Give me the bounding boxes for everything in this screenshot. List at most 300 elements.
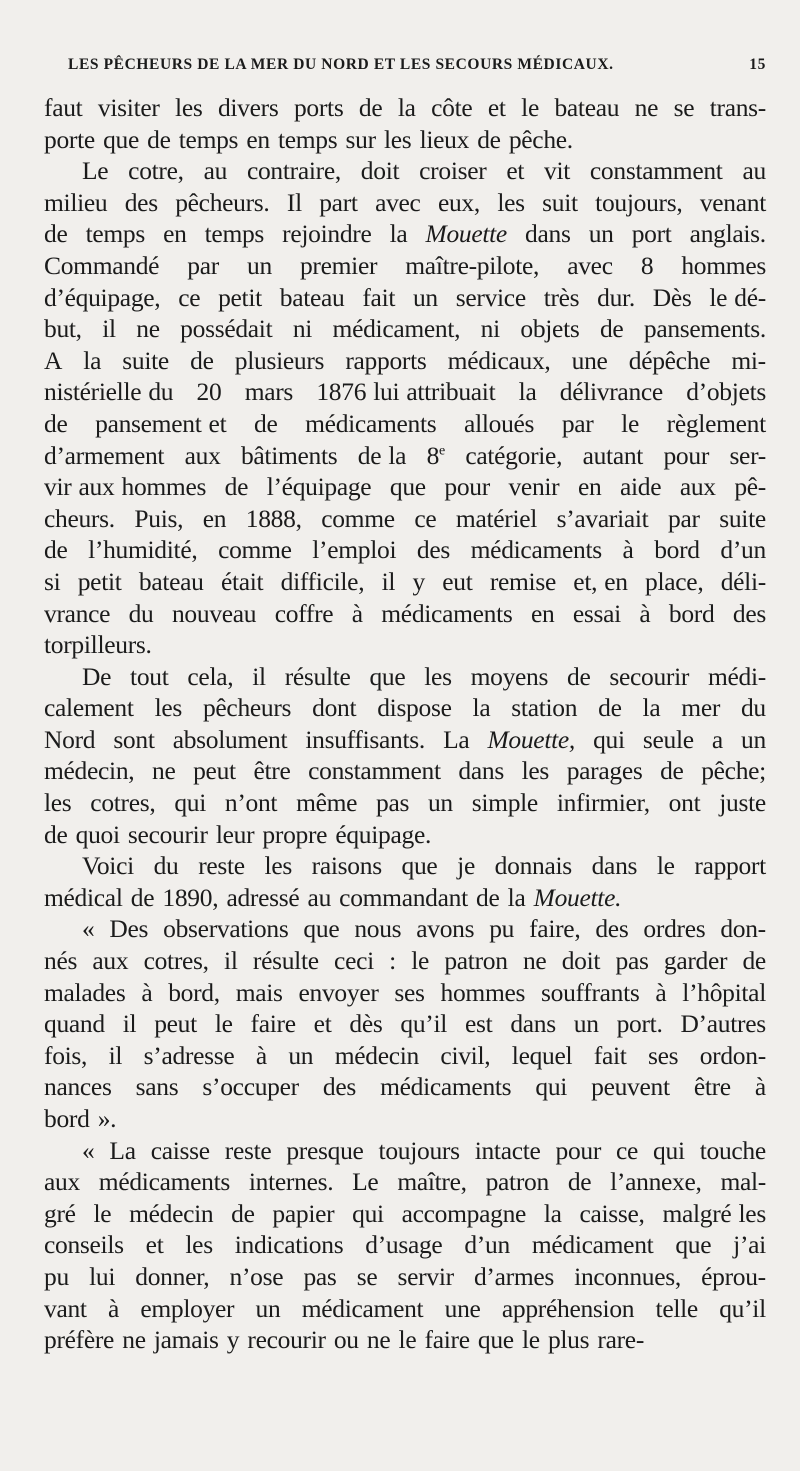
word: doit bbox=[360, 156, 400, 186]
word: du bbox=[740, 693, 766, 723]
word: Mouette bbox=[425, 219, 507, 249]
word: d’armes bbox=[473, 1261, 554, 1291]
word: envoyer bbox=[298, 977, 379, 1007]
word: ordon- bbox=[699, 1040, 766, 1070]
word: s’adresse bbox=[143, 1040, 235, 1070]
word: que bbox=[369, 661, 406, 691]
word: un bbox=[741, 724, 766, 754]
text-line bbox=[44, 345, 766, 377]
word: pu bbox=[44, 1261, 69, 1291]
word: règlement bbox=[666, 408, 766, 438]
word: eut bbox=[442, 566, 473, 596]
word: aide bbox=[619, 472, 662, 502]
word: médecin bbox=[129, 1198, 214, 1228]
word: de bbox=[147, 124, 171, 154]
word: pas bbox=[376, 788, 410, 818]
word: secourir bbox=[127, 819, 208, 849]
word: ce bbox=[414, 503, 437, 533]
word: il bbox=[102, 314, 116, 344]
word: ou bbox=[333, 1325, 359, 1355]
word: pêcheurs. bbox=[175, 187, 270, 217]
word: faire bbox=[250, 1009, 296, 1039]
word: médicaments bbox=[98, 1167, 231, 1197]
word: sont bbox=[113, 724, 155, 754]
word: que bbox=[103, 124, 139, 154]
word: d’armement bbox=[44, 440, 165, 470]
word: des bbox=[732, 598, 766, 628]
word: s’occuper bbox=[202, 1072, 299, 1102]
word: ports bbox=[293, 93, 344, 122]
word: est bbox=[464, 1009, 493, 1039]
word: donner, bbox=[135, 1261, 210, 1291]
word: « bbox=[82, 914, 95, 944]
word: de bbox=[44, 819, 68, 849]
word: petit bbox=[218, 282, 262, 312]
word: la bbox=[642, 693, 661, 723]
word: Mouette, bbox=[487, 724, 575, 754]
word: bateau bbox=[138, 566, 204, 596]
word: mal- bbox=[720, 1167, 766, 1197]
word: pêcheurs bbox=[202, 693, 292, 723]
word: cotres, bbox=[143, 946, 209, 976]
word: et, en bbox=[573, 566, 628, 596]
word: milieu bbox=[44, 187, 108, 217]
word: a bbox=[711, 724, 723, 754]
word: appréhension bbox=[501, 1293, 635, 1323]
word: ne bbox=[634, 93, 659, 122]
word: croiser bbox=[419, 156, 487, 186]
word: Il bbox=[286, 187, 302, 217]
word: cotres, bbox=[90, 788, 156, 818]
text-line bbox=[44, 692, 766, 724]
word: qui bbox=[535, 1072, 568, 1102]
word: du bbox=[128, 598, 154, 628]
text-line bbox=[44, 313, 766, 345]
word: tout bbox=[130, 661, 169, 691]
word: un bbox=[412, 282, 438, 312]
word: Dès bbox=[652, 282, 692, 312]
word: être bbox=[253, 756, 291, 786]
text-line bbox=[44, 1071, 766, 1103]
word: un bbox=[588, 219, 614, 249]
word: Commandé bbox=[44, 250, 160, 280]
word: place, bbox=[645, 566, 704, 596]
word: délivrance bbox=[559, 377, 663, 407]
word: dispose bbox=[377, 693, 452, 723]
word: médecin, bbox=[44, 756, 135, 786]
word: les bbox=[154, 693, 183, 723]
text-line bbox=[44, 566, 766, 598]
text-line bbox=[44, 1198, 766, 1230]
word: médicaments bbox=[305, 408, 437, 438]
word: mi- bbox=[731, 345, 766, 375]
word: coffre bbox=[274, 598, 334, 628]
word: A bbox=[44, 345, 63, 375]
text-line bbox=[44, 661, 766, 693]
word: 1888, bbox=[245, 503, 302, 533]
word: était bbox=[220, 566, 264, 596]
word: d’un bbox=[464, 1230, 510, 1260]
word: à bbox=[754, 1072, 766, 1102]
word: ». bbox=[97, 1104, 117, 1133]
word: avons bbox=[416, 914, 475, 944]
word: la bbox=[397, 93, 416, 122]
word: de bbox=[44, 219, 68, 249]
word: un bbox=[288, 1040, 314, 1070]
word: alloués bbox=[464, 408, 535, 438]
word: un bbox=[255, 1293, 281, 1323]
word: l’hôpital bbox=[682, 977, 766, 1007]
word: au bbox=[742, 156, 766, 186]
word: patron bbox=[444, 946, 508, 976]
word: malgré les bbox=[662, 1198, 766, 1228]
word: des bbox=[124, 187, 158, 217]
word: déli- bbox=[720, 566, 766, 596]
word: en bbox=[163, 219, 187, 249]
word: qui bbox=[352, 1198, 384, 1228]
word: ne bbox=[122, 1325, 146, 1355]
word: vrance bbox=[44, 598, 111, 628]
word: nous bbox=[354, 914, 402, 944]
word: suite bbox=[719, 503, 766, 533]
word: ceci bbox=[334, 946, 374, 976]
word: les bbox=[424, 661, 452, 691]
word: plusieurs bbox=[234, 345, 325, 375]
text-line bbox=[44, 1324, 766, 1356]
word: essai bbox=[572, 598, 621, 628]
word: le bbox=[411, 946, 430, 976]
word: les bbox=[497, 187, 525, 217]
text-line bbox=[44, 1229, 766, 1261]
word: ne bbox=[366, 1325, 391, 1355]
word: d’un bbox=[720, 535, 766, 565]
word: bâtiments bbox=[240, 440, 338, 470]
word: médicaux, bbox=[447, 345, 551, 375]
word: de bbox=[130, 882, 155, 912]
word: sur bbox=[345, 124, 376, 154]
word: difficile, bbox=[280, 566, 365, 596]
word: servir bbox=[397, 1261, 454, 1291]
word: porte bbox=[44, 124, 95, 154]
word: 20 bbox=[196, 377, 222, 407]
word: lequel bbox=[511, 1040, 573, 1070]
text-line bbox=[44, 819, 766, 851]
text-line bbox=[44, 534, 766, 566]
word: cotre, bbox=[128, 156, 184, 186]
word: constamment bbox=[589, 156, 723, 186]
word: juste bbox=[719, 788, 766, 818]
word: il bbox=[122, 1009, 137, 1039]
word: rapports bbox=[345, 345, 427, 375]
word: ne bbox=[152, 756, 176, 786]
word: qu’il bbox=[719, 1293, 766, 1323]
word: pour bbox=[663, 440, 710, 470]
running-head bbox=[68, 56, 766, 86]
word: catégorie, bbox=[465, 440, 563, 470]
word: temps bbox=[277, 124, 338, 154]
word: médecin bbox=[334, 1040, 419, 1070]
word: cheurs. bbox=[44, 503, 115, 533]
word: mer bbox=[681, 693, 721, 723]
word: que bbox=[401, 851, 438, 881]
word: il bbox=[381, 566, 396, 596]
word: que bbox=[477, 1325, 514, 1355]
word: qui bbox=[174, 788, 207, 818]
word: anglais. bbox=[689, 219, 766, 249]
word: dont bbox=[312, 693, 357, 723]
word: ses bbox=[394, 977, 425, 1007]
word: la bbox=[389, 219, 408, 249]
word: Mouette. bbox=[533, 882, 622, 912]
page-number: 15 bbox=[749, 56, 766, 73]
text-line bbox=[44, 850, 766, 882]
word: venir bbox=[508, 472, 560, 502]
word: il bbox=[108, 1040, 123, 1070]
word: à bbox=[622, 535, 634, 565]
word: bateau bbox=[554, 93, 620, 122]
word: résulte bbox=[252, 946, 319, 976]
running-head-title: LES PÊCHEURS DE LA MER DU NORD ET LES SECOURS MÉDICAUX. bbox=[68, 56, 614, 73]
word: à bbox=[141, 977, 153, 1007]
word: qu’il bbox=[400, 1009, 448, 1039]
word: ont bbox=[668, 788, 701, 818]
word: presque bbox=[286, 1135, 364, 1165]
word: ordres bbox=[643, 914, 706, 944]
word: cela, bbox=[187, 661, 234, 691]
word: un bbox=[247, 250, 272, 280]
word: de bbox=[254, 408, 278, 438]
word: ni bbox=[292, 314, 313, 344]
word: des bbox=[595, 914, 629, 944]
word: rejoindre bbox=[282, 219, 372, 249]
word: infirmier, bbox=[556, 788, 650, 818]
word: et bbox=[145, 1230, 164, 1260]
word: observations bbox=[163, 914, 289, 944]
word: les bbox=[383, 124, 412, 154]
word: vit bbox=[544, 156, 571, 186]
word: aux bbox=[184, 440, 221, 470]
word: de bbox=[231, 1198, 255, 1228]
word: avec bbox=[375, 187, 421, 217]
word: temps bbox=[178, 124, 239, 154]
word: contraire, bbox=[246, 156, 341, 186]
word: commandant bbox=[339, 882, 468, 912]
word: ce bbox=[178, 282, 201, 312]
word: 1890, bbox=[162, 882, 219, 912]
word: même bbox=[296, 788, 358, 818]
word: ses bbox=[647, 1040, 679, 1070]
word: De bbox=[82, 661, 112, 691]
word: qui bbox=[653, 1135, 685, 1165]
word: dans bbox=[525, 219, 571, 249]
word: il bbox=[224, 946, 238, 976]
word: comme bbox=[321, 503, 395, 533]
word: pu bbox=[489, 914, 515, 944]
word: médicaments bbox=[470, 535, 602, 565]
word: pê- bbox=[734, 472, 766, 502]
word: raisons bbox=[311, 851, 382, 881]
text-line bbox=[44, 408, 766, 440]
word: port. bbox=[616, 1009, 663, 1039]
word: quoi bbox=[75, 819, 120, 849]
word: rapport bbox=[694, 851, 766, 881]
word: divers bbox=[217, 93, 279, 122]
word: reste bbox=[224, 1135, 272, 1165]
word: faut bbox=[44, 93, 83, 122]
word: médicament bbox=[531, 1230, 654, 1260]
word: fait bbox=[362, 282, 396, 312]
word: D’autres bbox=[680, 1009, 766, 1039]
text-line bbox=[44, 471, 766, 503]
word: bord, bbox=[168, 977, 220, 1007]
word: fait bbox=[593, 1040, 627, 1070]
word: de bbox=[477, 124, 501, 154]
word: en bbox=[246, 124, 270, 154]
word: peut bbox=[193, 756, 236, 786]
word: de bbox=[660, 756, 684, 786]
word: caisse bbox=[150, 1135, 210, 1165]
word: maître, bbox=[397, 1167, 467, 1197]
word: hommes bbox=[681, 250, 766, 280]
word: absolument bbox=[172, 724, 288, 754]
word: en bbox=[577, 472, 602, 502]
word: résulte bbox=[284, 661, 351, 691]
word: au bbox=[307, 882, 332, 912]
word: reste bbox=[198, 851, 245, 881]
word: il bbox=[252, 661, 266, 691]
word: médi- bbox=[708, 661, 766, 691]
text-line bbox=[44, 1135, 766, 1167]
word: des bbox=[416, 535, 450, 565]
word: dès bbox=[349, 1009, 383, 1039]
word: Des bbox=[109, 914, 149, 944]
word: Le bbox=[352, 1167, 379, 1197]
word: à bbox=[255, 1040, 267, 1070]
word: moyens bbox=[470, 661, 549, 691]
text-line bbox=[44, 187, 766, 219]
word: le bbox=[398, 1325, 417, 1355]
word: garder bbox=[663, 946, 728, 976]
word: pour bbox=[444, 472, 490, 502]
word: du bbox=[153, 851, 179, 881]
word: port bbox=[631, 219, 672, 249]
word: rare- bbox=[597, 1325, 645, 1355]
text-line bbox=[44, 1293, 766, 1325]
word: insuffisants. bbox=[305, 724, 425, 754]
word: visiter bbox=[97, 93, 160, 122]
word: de bbox=[567, 661, 591, 691]
word: propre bbox=[262, 819, 328, 849]
word: nouveau bbox=[171, 598, 257, 628]
word: ne bbox=[522, 946, 547, 976]
word: d’objets bbox=[686, 377, 766, 407]
word: pas bbox=[615, 946, 649, 976]
word: dépêche bbox=[628, 345, 711, 375]
word: suite bbox=[122, 345, 169, 375]
word: indications bbox=[234, 1230, 344, 1260]
word: simple bbox=[471, 788, 538, 818]
word: suit bbox=[542, 187, 578, 217]
word: matériel bbox=[455, 503, 538, 533]
word: la bbox=[518, 377, 537, 407]
word: adressé bbox=[226, 882, 300, 912]
word: et bbox=[313, 1009, 332, 1039]
word: « bbox=[82, 1135, 95, 1165]
word: pêche. bbox=[508, 124, 573, 154]
word: bord bbox=[654, 535, 700, 565]
word: caisse, bbox=[579, 1198, 645, 1228]
text-line bbox=[44, 440, 766, 472]
word: trans- bbox=[709, 93, 766, 122]
word: papier bbox=[272, 1198, 335, 1228]
word: à bbox=[108, 1293, 120, 1323]
word: côte bbox=[431, 93, 473, 122]
word: telle bbox=[655, 1293, 698, 1323]
word: de la bbox=[357, 440, 407, 470]
word: l’équipage bbox=[266, 472, 372, 502]
word: l’annexe, bbox=[610, 1167, 702, 1197]
word: seule bbox=[642, 724, 694, 754]
text-line bbox=[44, 1166, 766, 1198]
word: de bbox=[742, 946, 766, 976]
word: venant bbox=[699, 187, 766, 217]
word: but, bbox=[44, 314, 82, 344]
text-line bbox=[44, 124, 766, 156]
word: une bbox=[444, 1293, 481, 1323]
text-line bbox=[44, 376, 766, 408]
word: de bbox=[44, 535, 68, 565]
text-line bbox=[44, 218, 766, 250]
word: conseils bbox=[44, 1230, 124, 1260]
word: médicaments bbox=[381, 598, 513, 628]
body-text bbox=[44, 92, 766, 1356]
word: mars bbox=[244, 377, 294, 407]
word: objets bbox=[520, 314, 580, 344]
word: de bbox=[567, 1167, 592, 1197]
word: être bbox=[693, 1072, 731, 1102]
word: nistérielle du bbox=[44, 377, 174, 407]
word: Le bbox=[82, 156, 109, 186]
word: ne bbox=[136, 314, 160, 344]
word: pour bbox=[555, 1135, 602, 1165]
word: avec bbox=[567, 250, 613, 280]
word: : bbox=[389, 946, 396, 976]
word: lieux bbox=[419, 124, 470, 154]
word: vir aux hommes bbox=[44, 472, 207, 502]
word: le bbox=[521, 1325, 540, 1355]
word: Voici bbox=[82, 851, 134, 881]
word: leur bbox=[215, 819, 255, 849]
word: gré bbox=[44, 1198, 76, 1228]
text-line bbox=[44, 724, 766, 756]
word: dans bbox=[510, 1009, 556, 1039]
word: de bbox=[190, 345, 214, 375]
word: par bbox=[668, 503, 700, 533]
word: secourir bbox=[609, 661, 690, 691]
text-line bbox=[44, 1261, 766, 1293]
text-line bbox=[44, 598, 766, 630]
word: 1876 lui attribuait bbox=[316, 377, 496, 407]
word: toujours, bbox=[595, 187, 683, 217]
word: dans bbox=[458, 756, 504, 786]
word: La bbox=[443, 724, 470, 754]
word: s’avariait bbox=[556, 503, 649, 533]
text-line bbox=[44, 250, 766, 282]
word: y bbox=[226, 1325, 240, 1355]
word: malades bbox=[44, 977, 126, 1007]
word: la bbox=[472, 693, 491, 723]
word: donnais bbox=[494, 851, 572, 881]
